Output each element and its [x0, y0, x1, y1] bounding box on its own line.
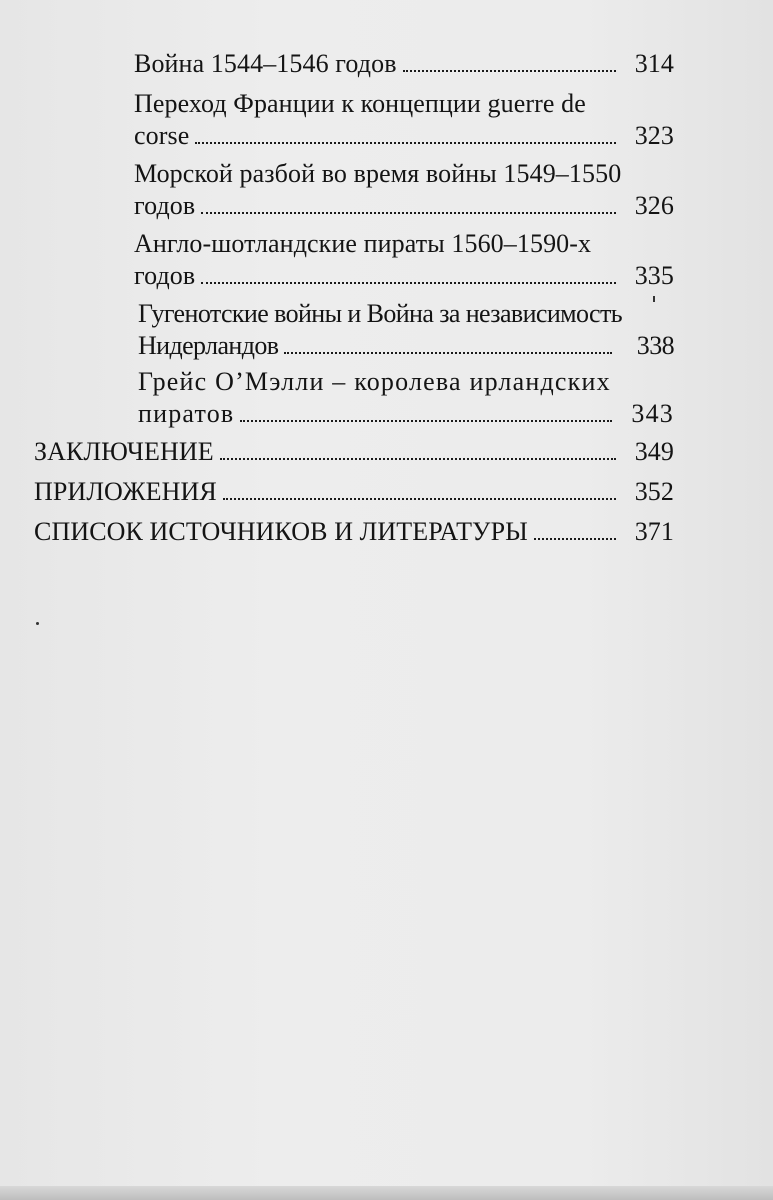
toc-entry-title-continued: corse [134, 121, 190, 150]
toc-entry-title: СПИСОК ИСТОЧНИКОВ И ЛИТЕРАТУРЫ [34, 517, 528, 546]
toc-entry-line [34, 516, 624, 548]
print-speck [653, 296, 655, 302]
toc-entry-title: Переход Франции к концепции guerre de [134, 89, 586, 118]
toc-page-number: 349 [634, 437, 674, 466]
toc-entry [134, 158, 674, 222]
toc-entry [34, 476, 674, 508]
toc-entry [138, 298, 674, 362]
toc-entry [138, 366, 674, 430]
toc-page-number: 326 [634, 191, 674, 220]
toc-entry [134, 88, 674, 152]
toc-page-number: 314 [634, 49, 674, 78]
toc-entry-title: Война 1544–1546 годов [134, 49, 397, 78]
toc-entry-title: ПРИЛОЖЕНИЯ [34, 477, 217, 506]
toc-entry-title-continued: пиратов [138, 399, 235, 428]
toc-entry [134, 228, 674, 292]
toc-page-number: 371 [634, 517, 674, 546]
dot-leader [534, 538, 616, 540]
toc-entry-line [134, 260, 624, 292]
toc-page-number: 335 [634, 261, 674, 290]
print-speck [36, 622, 39, 625]
toc-entry-line [134, 120, 624, 152]
dot-leader [195, 142, 616, 144]
toc-entry-title: Грейс О’Мэлли – королева ирландских [138, 367, 611, 396]
dot-leader [201, 212, 616, 214]
page-bottom-edge [0, 1186, 773, 1200]
toc-page-number: 338 [636, 331, 674, 360]
toc-entry [34, 516, 674, 548]
toc-entry-title: Англо-шотландские пираты 1560–1590-х [134, 229, 592, 258]
toc-page-number: 323 [634, 121, 674, 150]
toc-entry [134, 48, 674, 80]
toc-page-number: 343 [631, 399, 674, 428]
toc-entry-line [134, 48, 624, 80]
dot-leader [223, 498, 616, 500]
toc-entry-title: Морской разбой во время войны 1549–1550 [134, 159, 622, 188]
toc-entry-title-continued: Нидерландов [138, 331, 279, 360]
toc-page-number: 352 [634, 477, 674, 506]
toc-entry-title: Гугенотские войны и Война за независимость [138, 299, 622, 328]
toc-entry-line [138, 330, 620, 362]
dot-leader [403, 70, 616, 72]
dot-leader [220, 458, 616, 460]
toc-entry-title: ЗАКЛЮЧЕНИЕ [34, 437, 214, 466]
toc-entry-title-continued: годов [134, 261, 196, 290]
dot-leader [201, 282, 616, 284]
toc-entry-title-continued: годов [134, 191, 196, 220]
toc-entry [34, 436, 674, 468]
toc-entry-line [138, 398, 620, 430]
toc-entry-line [134, 190, 624, 222]
toc-entry-line [34, 476, 624, 508]
dot-leader [284, 352, 612, 354]
dot-leader [240, 420, 612, 422]
toc-entry-line [34, 436, 624, 468]
